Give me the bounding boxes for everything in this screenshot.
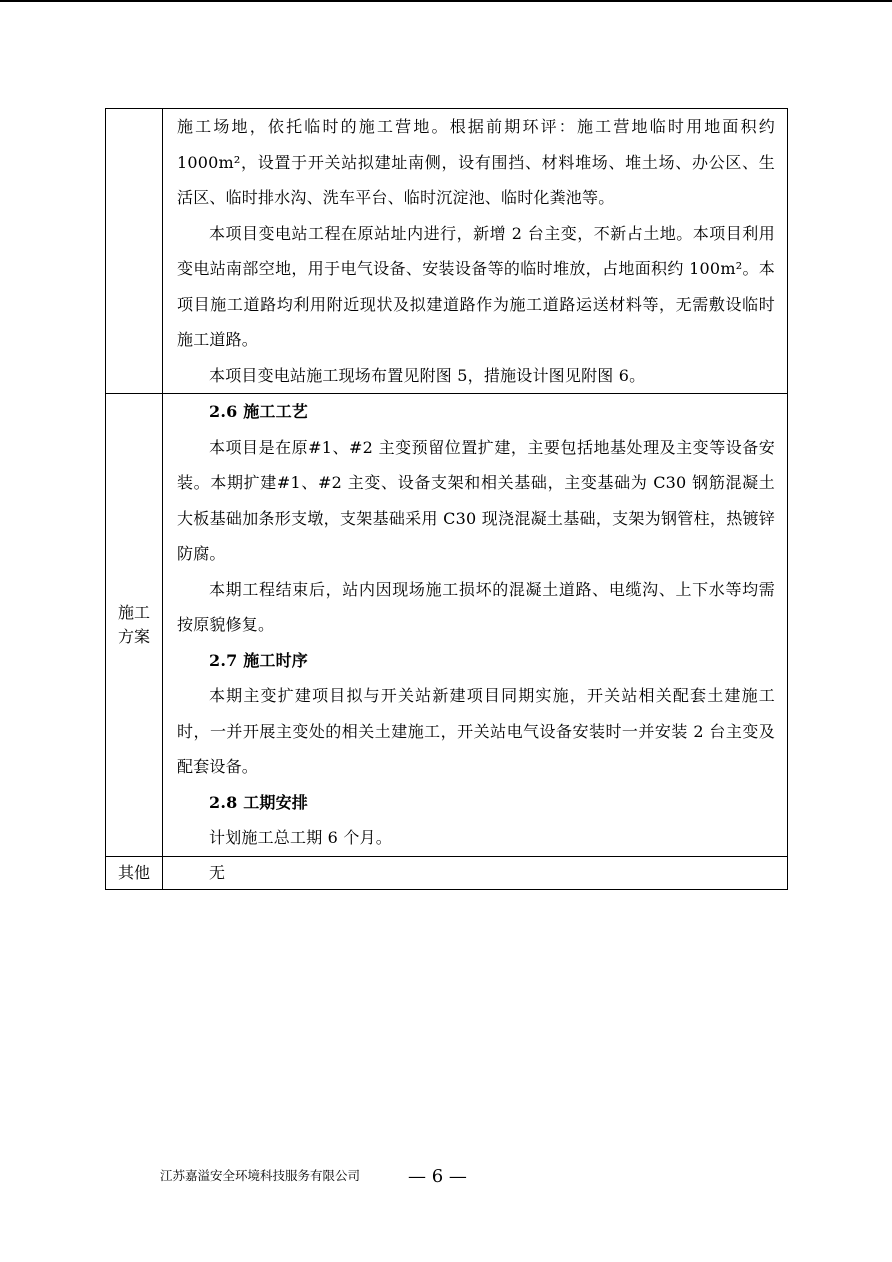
row-content — [163, 394, 788, 857]
section-heading: 2.8 工期安排 — [209, 792, 309, 812]
paragraph: 施工场地，依托临时的施工营地。根据前期环评：施工营地临时用地面积约1000m²，设置于开关站拟建址南侧，设有围挡、材料堆场、堆土场、办公区、生活区、临时排水沟、洗车平台、临时沉淀池、临时化粪池等。 — [177, 117, 775, 207]
section-heading: 2.6 施工工艺 — [209, 402, 309, 421]
paragraph: 本项目变电站施工现场布置见附图 5，措施设计图见附图 6。 — [209, 365, 646, 385]
row-label-text: 施工方案 — [117, 602, 150, 646]
table-row — [106, 394, 788, 857]
top-border-rule — [0, 0, 892, 2]
footer-company: 江苏嘉溢安全环境科技服务有限公司 — [160, 1168, 361, 1183]
table-row — [106, 109, 788, 394]
row-label: 其他 — [106, 856, 163, 889]
paragraph: 计划施工总工期 6 个月。 — [209, 828, 392, 847]
content-table — [105, 108, 788, 890]
section-heading: 2.7 施工时序 — [209, 650, 309, 670]
page-number: — 6 — — [408, 1166, 467, 1187]
paragraph: 本项目是在原#1、#2 主变预留位置扩建，主要包括地基处理及主变等设备安装。本期扩建#1、#2 主变、设备支架和相关基础，主变基础为 C30 钢筋混凝土大板基础加条形支墩，支架基础采用 C30 现浇混凝土基础，支架为钢管柱，热镀锌防腐。 — [177, 437, 775, 563]
row-label — [106, 109, 163, 394]
row-content — [163, 109, 788, 394]
paragraph: 本项目变电站工程在原站址内进行，新增 2 台主变，不新占土地。本项目利用变电站南部空地，用于电气设备、安装设备等的临时堆放，占地面积约 100m²。本项目施工道路均利用附近现状及拟建道路作为施工道路运送材料等，无需敷设临时施工道路。 — [177, 223, 775, 349]
paragraph: 本期主变扩建项目拟与开关站新建项目同期实施，开关站相关配套土建施工时，一并开展主变处的相关土建施工，开关站电气设备安装时一并安装 2 台主变及配套设备。 — [177, 686, 775, 776]
paragraph: 本期工程结束后，站内因现场施工损坏的混凝土道路、电缆沟、上下水等均需按原貌修复。 — [177, 579, 775, 634]
paragraph: 无 — [209, 862, 226, 882]
table-row — [106, 856, 788, 889]
row-content — [163, 856, 788, 889]
row-label — [106, 394, 163, 857]
